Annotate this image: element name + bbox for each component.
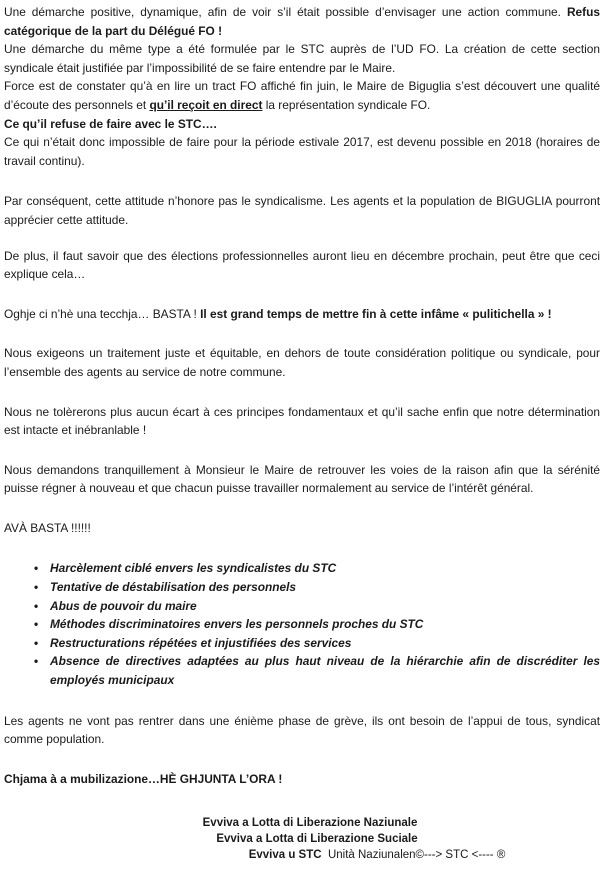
paragraph-refusal: Ce qu’il refuse de faire avec le STC…. <box>4 116 217 131</box>
paragraph-consequence: Par conséquent, cette attitude n’honore pas le syndicalisme. Les agents et la population de BIGUGLIA pourront apprécier cette attitude. <box>4 194 600 227</box>
paragraph-intro <box>4 3 600 40</box>
footer-line-3 <box>154 847 600 863</box>
footer-line-2: Evviva a Lotta di Liberazione Suciale <box>216 833 418 846</box>
signature-footer <box>4 815 600 863</box>
paragraph-mayor: Nous demandons tranquillement à Monsieur le Maire de retrouver les voies de la raison afin que la sérénité puisse régner à nouveau et que chacun puisse travailler normalement au service de l’intérêt général. <box>4 462 600 496</box>
document-page <box>4 3 600 863</box>
paragraph-stc-approach: Une démarche du même type a été formulée par le STC auprès de l’UD FO. La création de cette section syndicale était justifiée par l’impossibilité de se faire entendre par le Maire. <box>4 42 600 75</box>
paragraph-elections: De plus, il faut savoir que des élections professionnelles auront lieu en décembre prochain, peut être que ceci explique cela… <box>4 248 600 282</box>
list-item: • Tentative de déstabilisation des personnels <box>34 578 600 597</box>
paragraph-fo-tract <box>4 77 600 114</box>
footer-unita: Unità Naziunalen©---> STC <---- ® <box>327 849 506 862</box>
fo-tract-text: Force est de constater qu’à en lire un tract FO affiché fin juin, le Maire de Biguglia s’est découvert une qualité d’écoute des personnels et <box>4 79 600 112</box>
paragraph-strike: Les agents ne vont pas rentrer dans une énième phase de grève, ils ont besoin de l’appui de tous, syndicat comme population. <box>4 713 600 747</box>
paragraph-basta <box>4 305 600 324</box>
footer-stc: Evviva u STC <box>248 849 322 862</box>
intro-bold-text: Refus catégorique de la part du Délégué FO ! <box>4 5 600 38</box>
fo-tract-end: la représentation syndicale FO. <box>262 97 431 112</box>
list-item: • Absence de directives adaptées au plus haut niveau de la hiérarchie afin de discréditer les employés municipaux <box>34 652 600 689</box>
paragraph-mobilization: Chjama à a mubilizazione…HÈ GHJUNTA L’ORA ! <box>4 771 283 786</box>
fo-tract-underlined: qu’il reçoit en direct <box>149 97 263 112</box>
paragraph-principles: Nous ne tolèrerons plus aucun écart à ces principes fondamentaux et qu’il sache enfin que notre détermination est intacte et inébranlable ! <box>4 404 600 438</box>
grievance-list <box>4 559 600 689</box>
basta-text: Oghje ci n’hè una tecchja… BASTA ! <box>4 306 201 321</box>
paragraph-ava-basta: AVÀ BASTA !!!!!! <box>4 520 91 535</box>
paragraph-summer: Ce qui n’était donc impossible de faire pour la période estivale 2017, est devenu possible en 2018 (horaires de travail continu). <box>4 135 600 168</box>
list-item: • Méthodes discriminatoires envers les personnels proches du STC <box>34 615 600 634</box>
basta-bold-text: Il est grand temps de mettre fin à cette infâme « pulitichella » ! <box>200 306 552 321</box>
list-item: • Harcèlement ciblé envers les syndicalistes du STC <box>34 559 600 578</box>
list-item: • Abus de pouvoir du maire <box>34 597 600 616</box>
footer-line-1: Evviva a Lotta di Liberazione Naziunale <box>202 817 418 830</box>
paragraph-demand-fair: Nous exigeons un traitement juste et équitable, en dehors de toute considération politique ou syndicale, pour l’ensemble des agents au service de notre commune. <box>4 346 600 379</box>
intro-text: Une démarche positive, dynamique, afin de voir s’il était possible d’envisager une action commune. <box>4 5 567 19</box>
list-item: • Restructurations répétées et injustifiées des services <box>34 634 600 653</box>
